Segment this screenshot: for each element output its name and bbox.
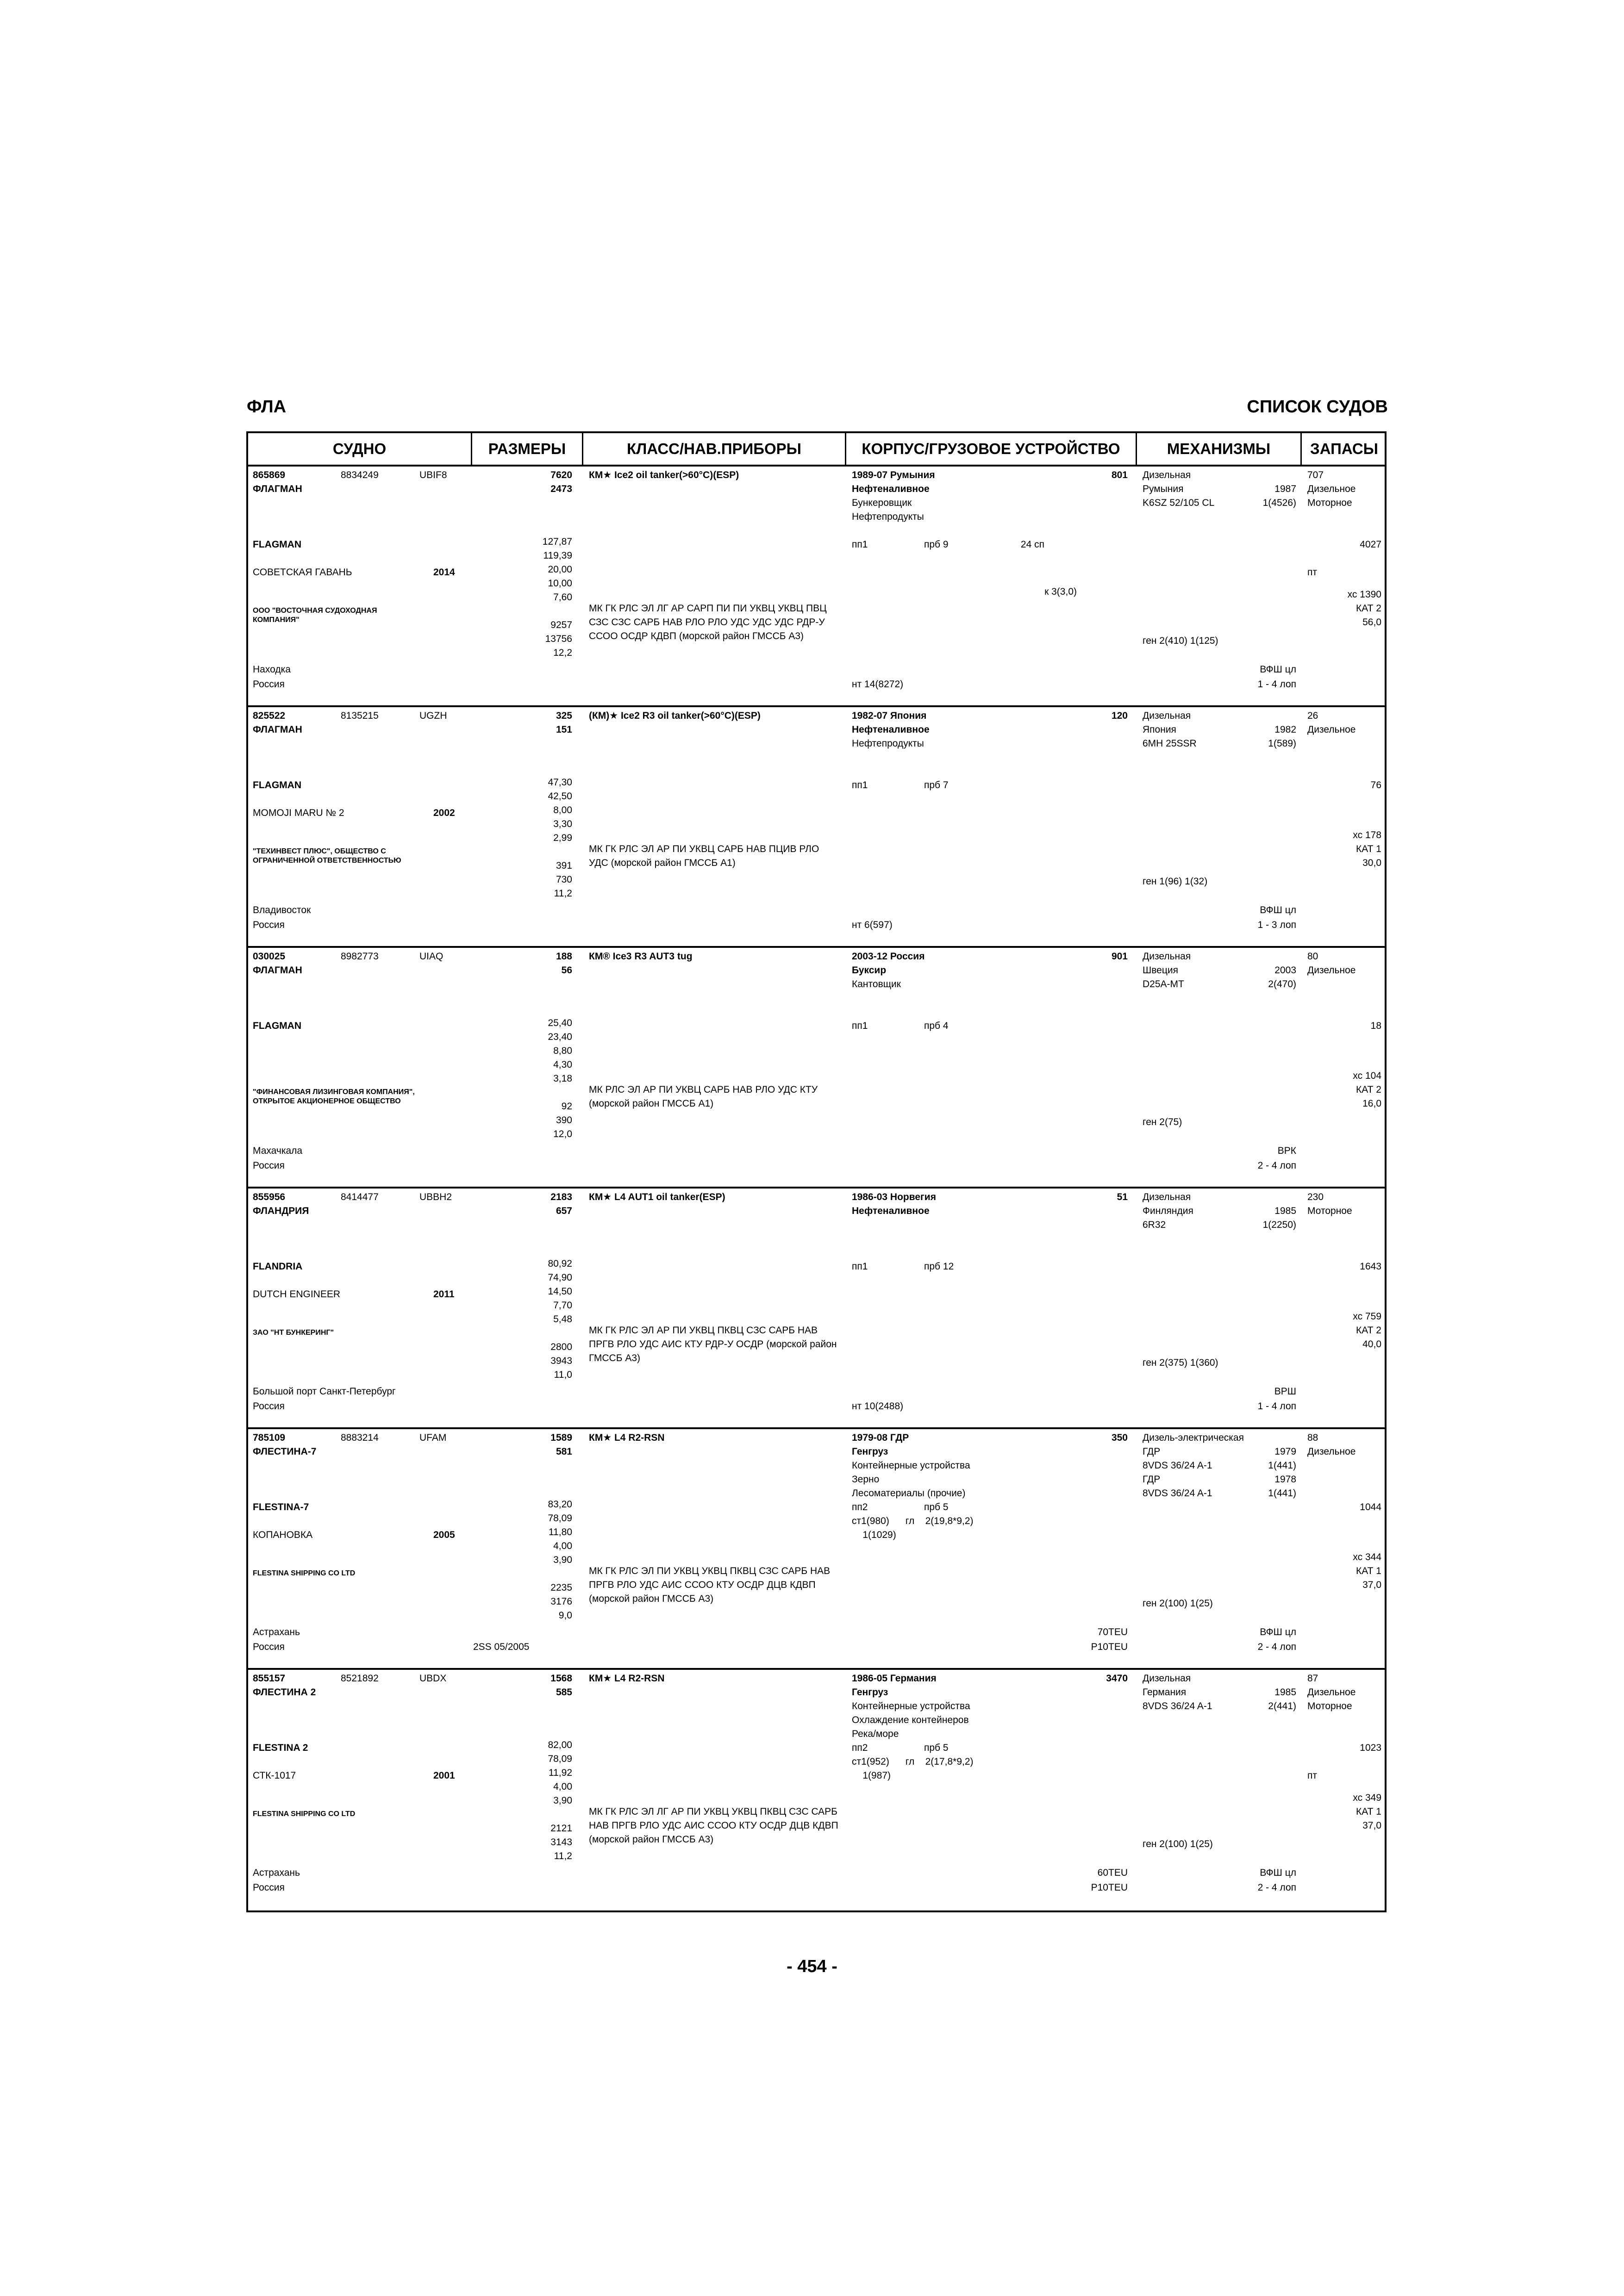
net-tonnage: 2473 [550, 484, 572, 494]
container-capacity-alt: P10TEU [1091, 1882, 1128, 1893]
home-port: Астрахань [253, 1627, 300, 1637]
net-tonnage: 151 [556, 724, 572, 735]
call-sign: UGZH [419, 710, 447, 721]
dimension-value: 2,99 [553, 833, 572, 843]
build-date-country: 1986-05 Германия [852, 1673, 937, 1684]
cargo-purpose: Нефтепродукты [852, 738, 924, 749]
dimension-value: 5,48 [553, 1314, 572, 1325]
net-tonnage: 581 [556, 1446, 572, 1457]
propeller-blades: 2 - 4 лоп [1257, 1882, 1296, 1893]
container-capacity: 60TEU [1097, 1867, 1128, 1878]
dimension-value: 82,00 [548, 1740, 572, 1750]
fuel-supply: 87 [1307, 1673, 1318, 1684]
gross-tonnage: 7620 [550, 470, 572, 480]
propeller-type: ВФШ цл [1260, 1627, 1296, 1637]
generators: ген 2(75) [1143, 1117, 1182, 1127]
dimension-value: 83,20 [548, 1499, 572, 1510]
imo-number: 8883214 [341, 1432, 379, 1443]
dimension-value: 78,09 [548, 1513, 572, 1524]
propeller-blades: 1 - 3 лоп [1257, 920, 1296, 930]
home-port: Махачкала [253, 1145, 303, 1156]
home-port: Находка [253, 664, 291, 675]
dimension-value: 14,50 [548, 1286, 572, 1297]
vessel-latin-name: FLESTINA 2 [253, 1742, 308, 1753]
dimension-value: 42,50 [548, 791, 572, 802]
cargo-gear: 1(1029) [852, 1530, 896, 1540]
ship-record [248, 707, 1385, 948]
class-notation: КМ★ L4 R2-RSN [589, 1432, 665, 1443]
call-sign: UBBH2 [419, 1192, 452, 1202]
machinery-value: 1(589) [1268, 738, 1296, 749]
container-capacity-alt: P10TEU [1091, 1642, 1128, 1652]
fuel-supply: Моторное [1307, 1206, 1352, 1216]
vessel-type: Нефтеналивное [852, 1206, 930, 1216]
machinery-line: Дизельная [1143, 710, 1191, 721]
flag-country: Россия [253, 1160, 285, 1171]
imo-number: 8982773 [341, 951, 379, 962]
column-header-hull: КОРПУС/ГРУЗОВОЕ УСТРОЙСТВО [846, 433, 1137, 465]
cargo-purpose: Кантовщик [852, 979, 901, 989]
machinery-value: 1979 [1274, 1446, 1296, 1457]
fuel-supply: 26 [1307, 710, 1318, 721]
category-value: 30,0 [1362, 858, 1381, 868]
dimension-value: 2800 [550, 1342, 572, 1352]
category-value: 16,0 [1362, 1098, 1381, 1109]
machinery-line: Финляндия [1143, 1206, 1193, 1216]
home-port: Большой порт Санкт-Петербург [253, 1386, 396, 1397]
build-date-country: 1989-07 Румыния [852, 470, 935, 480]
imo-number: 8135215 [341, 710, 379, 721]
dimension-value: 25,40 [548, 1018, 572, 1028]
net-tonnage: 657 [556, 1206, 572, 1216]
column-header-dimensions: РАЗМЕРЫ [472, 433, 583, 465]
dimension-value: 80,92 [548, 1258, 572, 1269]
cargo-purpose: Бункеровщик [852, 498, 912, 508]
bulkheads-info: прб 5 [924, 1742, 949, 1753]
category-value: хс 1390 [1347, 589, 1381, 600]
machinery-line: Германия [1143, 1687, 1187, 1698]
machinery-line: ГДР [1143, 1446, 1161, 1457]
former-name: DUTCH ENGINEER [253, 1289, 341, 1300]
home-port: Владивосток [253, 905, 311, 915]
fuel-capacity: 1044 [1360, 1502, 1381, 1512]
generators: ген 1(96) 1(32) [1143, 876, 1208, 887]
category-value: хс 104 [1353, 1070, 1381, 1081]
dimension-value: 2235 [550, 1582, 572, 1593]
dimension-value: 730 [556, 874, 572, 885]
class-notation: КМ★ L4 R2-RSN [589, 1673, 665, 1684]
machinery-line: ГДР [1143, 1474, 1161, 1485]
vessel-type: Генгруз [852, 1687, 888, 1698]
fuel-supply: Дизельное [1307, 1446, 1356, 1457]
dimension-value: 119,39 [543, 550, 572, 561]
column-header-class: КЛАСС/НАВ.ПРИБОРЫ [583, 433, 846, 465]
vessel-name: ФЛАГМАН [253, 484, 302, 494]
dimension-value: 78,09 [548, 1754, 572, 1764]
fuel-supply: Дизельное [1307, 1687, 1356, 1698]
owner-name: ЗАО "НТ БУНКЕРИНГ" [253, 1329, 334, 1337]
generators: ген 2(375) 1(360) [1143, 1357, 1218, 1368]
cargo-tanks: нт 14(8272) [852, 679, 904, 690]
navigation-equipment: МК ГК РЛС ЭЛ ЛГ АР САРП ПИ ПИ УКВЦ УКВЦ ПВЦ СЗС СЗС САРБ НАВ РЛО РЛО УДС УДС УДС РДР-У ССОО ОСДР КДВП (морской район ГМССБ А3) [589, 603, 827, 641]
deck-info: пп1 [852, 1020, 868, 1031]
machinery-line: Румыния [1143, 484, 1184, 494]
gross-tonnage: 2183 [550, 1192, 572, 1202]
dimension-value: 7,60 [553, 592, 572, 603]
fuel-capacity: 18 [1370, 1020, 1381, 1031]
fuel-supply: Дизельное [1307, 724, 1356, 735]
cargo-purpose: Нефтепродукты [852, 511, 924, 522]
vessel-type: Буксир [852, 965, 887, 976]
machinery-value: 1985 [1274, 1206, 1296, 1216]
class-notation: (КМ)★ Ice2 R3 oil tanker(>60°C)(ESP) [589, 710, 761, 721]
propeller-type: ВФШ цл [1260, 664, 1296, 675]
vessel-name: ФЛЕСТИНА-7 [253, 1446, 317, 1457]
machinery-line: 8VDS 36/24 A-1 [1143, 1460, 1212, 1471]
dimension-value: 12,0 [553, 1129, 572, 1139]
fuel-supply: Моторное [1307, 1701, 1352, 1711]
call-sign: UBIF8 [419, 470, 447, 480]
vessel-name: ФЛЕСТИНА 2 [253, 1687, 316, 1698]
dimension-value: 12,2 [553, 647, 572, 658]
dimension-value: 9257 [550, 620, 572, 630]
machinery-value: 1982 [1274, 724, 1296, 735]
class-notation: КМ★ L4 AUT1 oil tanker(ESP) [589, 1192, 725, 1202]
machinery-line: 6R32 [1143, 1220, 1166, 1230]
machinery-line: 8VDS 36/24 A-1 [1143, 1701, 1212, 1711]
bulkheads-info: прб 9 [924, 539, 949, 550]
navigation-equipment: МК ГК РЛС ЭЛ ЛГ АР ПИ УКВЦ УКВЦ ПКВЦ СЗС САРБ НАВ ПРГВ РЛО УДС АИС ССОО КТУ ОСДР ДЦВ КДВП (морской район ГМССБ А3) [589, 1806, 838, 1845]
dimension-value: 4,00 [553, 1781, 572, 1792]
dimension-value: 11,92 [549, 1767, 572, 1778]
flag-country: Россия [253, 920, 285, 930]
ship-record [248, 1670, 1385, 1910]
registry-number: 855157 [253, 1673, 286, 1684]
survey-note: 2SS 05/2005 [473, 1642, 530, 1652]
call-sign: UBDX [419, 1673, 447, 1684]
ship-record [248, 948, 1385, 1188]
category-value: КАТ 1 [1356, 1806, 1381, 1817]
bulkheads-info: прб 7 [924, 780, 949, 790]
yard-number: 3470 [1106, 1673, 1128, 1684]
machinery-value: 1987 [1274, 484, 1296, 494]
machinery-value: 1(441) [1268, 1488, 1296, 1499]
gross-tonnage: 1568 [550, 1673, 572, 1684]
machinery-line: Япония [1143, 724, 1176, 735]
machinery-value: 1(2250) [1262, 1220, 1296, 1230]
vessel-name: ФЛАГМАН [253, 965, 302, 976]
bulkheads-info: прб 5 [924, 1502, 949, 1512]
dimension-value: 4,30 [553, 1059, 572, 1070]
dimension-value: 11,80 [549, 1527, 572, 1537]
owner-name: "ТЕХИНВЕСТ ПЛЮС", ОБЩЕСТВО С ОГРАНИЧЕННОЙ ОТВЕТСТВЕННОСТЬЮ [253, 847, 401, 865]
flag-country: Россия [253, 1642, 285, 1652]
dimension-value: 47,30 [548, 777, 572, 788]
registry-number: 030025 [253, 951, 286, 962]
navigation-equipment: МК ГК РЛС ЭЛ АР ПИ УКВЦ ПКВЦ СЗС САРБ НАВ ПРГВ РЛО УДС АИС КТУ РДР-У ОСДР (морской район ГМССБ А3) [589, 1325, 837, 1363]
class-notation: КМ★ Ice2 oil tanker(>60°C)(ESP) [589, 470, 739, 480]
home-port: Астрахань [253, 1867, 300, 1878]
vessel-name: ФЛАГМАН [253, 724, 302, 735]
cargo-purpose: Контейнерные устройства [852, 1701, 970, 1711]
dimension-value: 74,90 [548, 1272, 572, 1283]
dimension-value: 8,00 [553, 805, 572, 815]
machinery-line: Дизельная [1143, 1192, 1191, 1202]
machinery-value: 1978 [1274, 1474, 1296, 1485]
frame-info: 24 сп [1020, 539, 1044, 550]
dimension-value: 9,0 [558, 1610, 572, 1621]
call-sign: UIAQ [419, 951, 443, 962]
category-value: КАТ 1 [1356, 1566, 1381, 1576]
machinery-line: Швеция [1143, 965, 1178, 976]
fuel-capacity: 4027 [1360, 539, 1381, 550]
imo-number: 8414477 [341, 1192, 379, 1202]
ship-record [248, 1429, 1385, 1670]
cargo-purpose: Лесоматериалы (прочие) [852, 1488, 966, 1499]
generators: ген 2(100) 1(25) [1143, 1839, 1213, 1849]
owner-name: ООО "ВОСТОЧНАЯ СУДОХОДНАЯ КОМПАНИЯ" [253, 607, 377, 624]
dimension-value: 3,90 [553, 1555, 572, 1565]
cargo-purpose: Зерно [852, 1474, 880, 1485]
machinery-value: 2003 [1274, 965, 1296, 976]
machinery-line: Дизельная [1143, 951, 1191, 962]
machinery-value: 2(470) [1268, 979, 1296, 989]
dimension-value: 3,90 [553, 1795, 572, 1806]
fuel-capacity: 76 [1370, 780, 1381, 790]
dimension-value: 23,40 [548, 1032, 572, 1042]
fuel-supply: 230 [1307, 1192, 1324, 1202]
dimension-value: 11,2 [554, 1851, 572, 1861]
vessel-latin-name: FLAGMAN [253, 539, 301, 550]
records [248, 467, 1385, 1910]
dimension-value: 7,70 [553, 1300, 572, 1311]
dimension-value: 3943 [550, 1356, 572, 1366]
category-value: 37,0 [1362, 1580, 1381, 1590]
deck-info: пп2 [852, 1502, 868, 1512]
ship-register-table [246, 431, 1387, 1912]
fuel-supply: Дизельное [1307, 965, 1356, 976]
category-value: КАТ 2 [1356, 603, 1381, 614]
net-tonnage: 56 [561, 965, 572, 976]
owner-name: FLESTINA SHIPPING CO LTD [253, 1810, 356, 1818]
former-name: СТК-1017 [253, 1770, 296, 1781]
flag-country: Россия [253, 1401, 285, 1412]
machinery-value: 1(441) [1268, 1460, 1296, 1471]
cargo-gear: 1(987) [852, 1770, 891, 1781]
dimension-value: 11,2 [554, 888, 572, 899]
cargo-gear: ст1(952) гл 2(17,8*9,2) [852, 1756, 974, 1767]
propeller-blades: 2 - 4 лоп [1257, 1642, 1296, 1652]
gross-tonnage: 1589 [550, 1432, 572, 1443]
registry-number: 785109 [253, 1432, 286, 1443]
dimension-value: 390 [556, 1115, 572, 1126]
flag-country: Россия [253, 1882, 285, 1893]
fuel-supply: Дизельное [1307, 484, 1356, 494]
dimension-value: 2121 [550, 1823, 572, 1834]
vessel-latin-name: FLESTINA-7 [253, 1502, 309, 1512]
table-header [248, 433, 1385, 467]
cargo-tanks: нт 6(597) [852, 920, 893, 930]
registry-number: 855956 [253, 1192, 286, 1202]
dimension-value: 3,30 [553, 819, 572, 829]
vessel-latin-name: FLAGMAN [253, 780, 301, 790]
imo-number: 8521892 [341, 1673, 379, 1684]
column-header-machinery: МЕХАНИЗМЫ [1137, 433, 1302, 465]
propeller-blades: 2 - 4 лоп [1257, 1160, 1296, 1171]
cargo-tanks: нт 10(2488) [852, 1401, 904, 1412]
registry-number: 865869 [253, 470, 286, 480]
build-date-country: 1979-08 ГДР [852, 1432, 909, 1443]
tank-info: к 3(3,0) [1044, 586, 1077, 597]
generators: ген 2(410) 1(125) [1143, 635, 1218, 646]
flag-country: Россия [253, 679, 285, 690]
build-date-country: 1986-03 Норвегия [852, 1192, 936, 1202]
fuel-note: пт [1307, 567, 1317, 578]
category-value: КАТ 1 [1356, 844, 1381, 854]
generators: ген 2(100) 1(25) [1143, 1598, 1213, 1609]
bulkheads-info: прб 4 [924, 1020, 949, 1031]
category-value: хс 344 [1353, 1552, 1381, 1562]
category-value: КАТ 2 [1356, 1325, 1381, 1336]
fuel-capacity: 1023 [1360, 1742, 1381, 1753]
build-date-country: 2003-12 Россия [852, 951, 925, 962]
class-notation: КМ® Ice3 R3 AUT3 tug [589, 951, 693, 962]
former-name: КОПАНОВКА [253, 1530, 313, 1540]
fuel-supply: 88 [1307, 1432, 1318, 1443]
machinery-value: 2(441) [1268, 1701, 1296, 1711]
section-code: ФЛА [247, 397, 287, 417]
navigation-equipment: МК РЛС ЭЛ АР ПИ УКВЦ САРБ НАВ РЛО УДС КТУ (морской район ГМССБ А1) [589, 1084, 818, 1109]
cargo-purpose: Охлаждение контейнеров [852, 1715, 969, 1725]
list-title: СПИСОК СУДОВ [1247, 397, 1388, 417]
column-header-vessel: СУДНО [248, 433, 472, 465]
former-name-year: 2011 [433, 1289, 455, 1300]
dimension-value: 391 [556, 860, 572, 871]
yard-number: 51 [1117, 1192, 1128, 1202]
category-value: хс 178 [1353, 830, 1381, 840]
fuel-note: пт [1307, 1770, 1317, 1781]
propeller-type: ВРШ [1274, 1386, 1296, 1397]
deck-info: пп1 [852, 780, 868, 790]
dimension-value: 8,80 [553, 1045, 572, 1056]
ship-record [248, 467, 1385, 707]
cargo-gear: ст1(980) гл 2(19,8*9,2) [852, 1516, 974, 1526]
navigation-equipment: МК ГК РЛС ЭЛ АР ПИ УКВЦ САРБ НАВ ПЦИВ РЛО УДС (морской район ГМССБ А1) [589, 844, 819, 868]
dimension-value: 11,0 [554, 1369, 572, 1380]
fuel-supply: Моторное [1307, 498, 1352, 508]
former-name-year: 2014 [433, 567, 455, 578]
net-tonnage: 585 [556, 1687, 572, 1698]
cargo-purpose: Река/море [852, 1729, 899, 1739]
vessel-type: Генгруз [852, 1446, 888, 1457]
vessel-latin-name: FLAGMAN [253, 1020, 301, 1031]
call-sign: UFAM [419, 1432, 447, 1443]
category-value: хс 349 [1353, 1792, 1381, 1803]
yard-number: 350 [1111, 1432, 1128, 1443]
navigation-equipment: МК ГК РЛС ЭЛ ПИ УКВЦ УКВЦ ПКВЦ СЗС САРБ НАВ ПРГВ РЛО УДС АИС ССОО КТУ ОСДР ДЦВ КДВП (морской район ГМССБ А3) [589, 1566, 831, 1604]
vessel-type: Нефтеналивное [852, 484, 930, 494]
dimension-value: 3143 [550, 1837, 572, 1848]
former-name-year: 2005 [433, 1530, 455, 1540]
machinery-line: D25A-MT [1143, 979, 1184, 989]
fuel-supply: 80 [1307, 951, 1318, 962]
former-name-year: 2001 [433, 1770, 455, 1781]
propeller-blades: 1 - 4 лоп [1257, 1401, 1296, 1412]
category-value: хс 759 [1353, 1311, 1381, 1322]
category-value: 56,0 [1362, 617, 1381, 628]
page-number: - 454 - [787, 1957, 837, 1976]
dimension-value: 20,00 [548, 564, 572, 575]
column-header-supplies: ЗАПАСЫ [1310, 440, 1378, 457]
propeller-type: ВФШ цл [1260, 905, 1296, 915]
dimension-value: 92 [561, 1101, 572, 1112]
gross-tonnage: 188 [556, 951, 572, 962]
dimension-value: 10,00 [548, 578, 572, 589]
dimension-value: 13756 [545, 634, 572, 644]
yard-number: 901 [1111, 951, 1128, 962]
propeller-type: ВРК [1277, 1145, 1296, 1156]
propeller-blades: 1 - 4 лоп [1257, 679, 1296, 690]
dimension-value: 3,18 [553, 1073, 572, 1084]
fuel-capacity: 1643 [1360, 1261, 1381, 1272]
owner-name: FLESTINA SHIPPING CO LTD [253, 1569, 356, 1577]
build-date-country: 1982-07 Япония [852, 710, 927, 721]
container-capacity: 70TEU [1097, 1627, 1128, 1637]
vessel-latin-name: FLANDRIA [253, 1261, 303, 1272]
gross-tonnage: 325 [556, 710, 572, 721]
machinery-line: Дизель-электрическая [1143, 1432, 1244, 1443]
machinery-line: Дизельная [1143, 470, 1191, 480]
cargo-purpose: Контейнерные устройства [852, 1460, 970, 1471]
deck-info: пп1 [852, 539, 868, 550]
machinery-line: 6MH 25SSR [1143, 738, 1197, 749]
former-name-year: 2002 [433, 808, 455, 818]
former-name: MOMOJI MARU № 2 [253, 808, 344, 818]
vessel-type: Нефтеналивное [852, 724, 930, 735]
category-value: 37,0 [1362, 1820, 1381, 1831]
ship-record [248, 1188, 1385, 1429]
dimension-value: 4,00 [553, 1541, 572, 1551]
dimension-value: 127,87 [542, 536, 572, 547]
machinery-line: 8VDS 36/24 A-1 [1143, 1488, 1212, 1499]
owner-name: "ФИНАНСОВАЯ ЛИЗИНГОВАЯ КОМПАНИЯ", ОТКРЫТОЕ АКЦИОНЕРНОЕ ОБЩЕСТВО [253, 1088, 415, 1105]
deck-info: пп1 [852, 1261, 868, 1272]
machinery-value: 1985 [1274, 1687, 1296, 1698]
deck-info: пп2 [852, 1742, 868, 1753]
category-value: 40,0 [1362, 1339, 1381, 1350]
yard-number: 120 [1111, 710, 1128, 721]
machinery-line: Дизельная [1143, 1673, 1191, 1684]
registry-number: 825522 [253, 710, 286, 721]
fuel-supply: 707 [1307, 470, 1324, 480]
machinery-value: 1(4526) [1262, 498, 1296, 508]
imo-number: 8834249 [341, 470, 379, 480]
former-name: СОВЕТСКАЯ ГАВАНЬ [253, 567, 352, 578]
propeller-type: ВФШ цл [1260, 1867, 1296, 1878]
bulkheads-info: прб 12 [924, 1261, 954, 1272]
category-value: КАТ 2 [1356, 1084, 1381, 1095]
machinery-line: K6SZ 52/105 CL [1143, 498, 1215, 508]
vessel-name: ФЛАНДРИЯ [253, 1206, 309, 1216]
yard-number: 801 [1111, 470, 1128, 480]
dimension-value: 3176 [550, 1596, 572, 1607]
